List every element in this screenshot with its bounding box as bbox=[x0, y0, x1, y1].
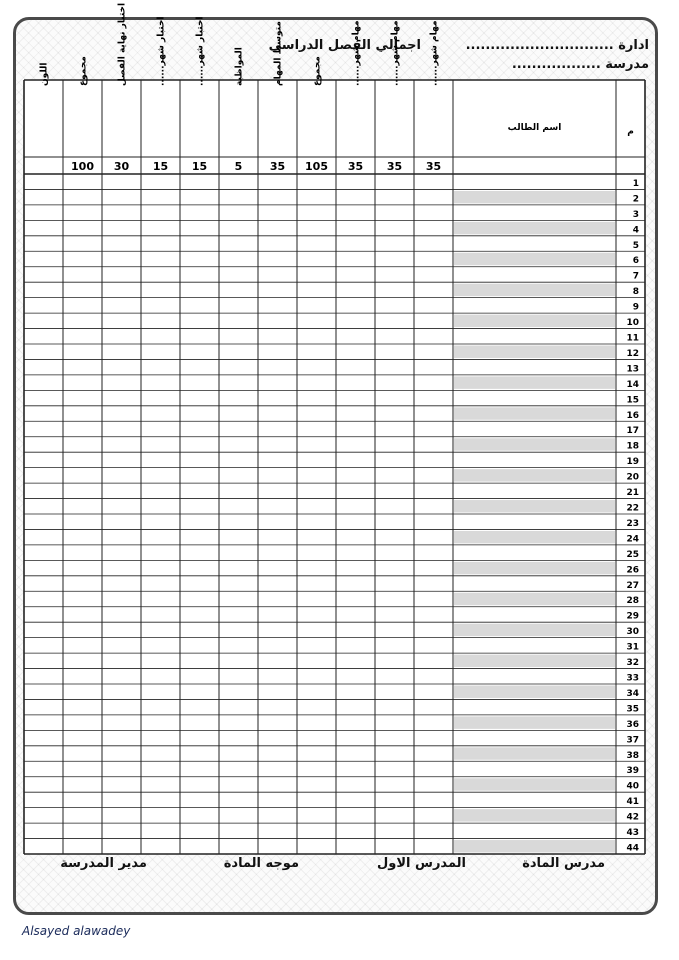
row-number: 17 bbox=[626, 426, 639, 437]
signature-first-teacher: المدرس الاول bbox=[376, 856, 466, 871]
row-number: 4 bbox=[632, 225, 639, 236]
name-cell-shade bbox=[454, 376, 615, 388]
row-number: 28 bbox=[626, 596, 639, 607]
column-max-score: 5 bbox=[234, 160, 243, 173]
column-header-label: اختبار شهر...... bbox=[156, 16, 167, 86]
row-number: 38 bbox=[626, 750, 639, 761]
author-credit: Alsayed alawadey bbox=[22, 924, 131, 938]
row-number: 22 bbox=[626, 503, 639, 514]
row-number: 23 bbox=[626, 518, 639, 529]
column-max-score: 35 bbox=[425, 160, 442, 173]
column-header-label: اللون bbox=[39, 62, 50, 86]
row-number: 20 bbox=[626, 472, 639, 483]
column-header-label: اختبار نهاية الفصل bbox=[117, 2, 128, 86]
admin-line: ادارة .............................. bbox=[465, 38, 649, 53]
row-number: 18 bbox=[626, 441, 639, 452]
row-number: 3 bbox=[632, 209, 639, 220]
signature-principal: مدير المدرسة bbox=[60, 856, 147, 871]
signature-subject-teacher: مدرس المادة bbox=[522, 856, 605, 871]
row-number: 10 bbox=[626, 318, 639, 329]
name-cell-shade bbox=[454, 716, 615, 728]
column-header-label: متوسط المهام bbox=[273, 21, 284, 86]
row-number: 15 bbox=[626, 395, 639, 406]
row-number: 9 bbox=[632, 302, 639, 313]
row-number: 26 bbox=[626, 565, 639, 576]
column-max-score: 30 bbox=[113, 160, 130, 173]
name-cell-shade bbox=[454, 655, 615, 667]
column-max-score: 35 bbox=[386, 160, 403, 173]
row-number-header: م bbox=[627, 127, 634, 137]
name-cell-shade bbox=[454, 686, 615, 698]
row-number: 43 bbox=[626, 828, 639, 839]
row-number: 16 bbox=[626, 410, 639, 421]
row-number: 19 bbox=[626, 457, 639, 468]
school-line: مدرسة .................. bbox=[511, 57, 649, 72]
row-number: 37 bbox=[626, 735, 639, 746]
row-number: 12 bbox=[626, 348, 639, 359]
row-number: 7 bbox=[632, 271, 639, 282]
name-cell-shade bbox=[454, 315, 615, 327]
student-name-header: اسم الطالب bbox=[507, 123, 562, 133]
name-cell-shade bbox=[454, 531, 615, 543]
column-header-label: مهام شهر...... bbox=[351, 20, 362, 86]
row-number: 34 bbox=[626, 688, 639, 699]
row-number: 27 bbox=[626, 580, 639, 591]
name-cell-shade bbox=[454, 191, 615, 203]
column-max-score: 15 bbox=[191, 160, 208, 173]
row-number: 42 bbox=[626, 812, 639, 823]
column-header-label: مجموع bbox=[312, 56, 323, 86]
page-title: اجمالي الفصل الدراسي bbox=[268, 38, 421, 53]
row-number: 32 bbox=[626, 658, 639, 669]
row-number: 13 bbox=[626, 364, 639, 375]
name-cell-shade bbox=[454, 778, 615, 790]
row-number: 33 bbox=[626, 673, 639, 684]
row-number: 40 bbox=[626, 781, 639, 792]
name-cell-shade bbox=[454, 407, 615, 419]
name-cell-shade bbox=[454, 624, 615, 636]
name-cell-shade bbox=[454, 438, 615, 450]
row-number: 21 bbox=[626, 488, 639, 499]
name-cell-shade bbox=[454, 346, 615, 358]
row-number: 8 bbox=[632, 287, 639, 298]
row-number: 44 bbox=[626, 843, 639, 854]
row-number: 30 bbox=[626, 627, 639, 638]
name-cell-shade bbox=[454, 840, 615, 852]
name-cell-shade bbox=[454, 809, 615, 821]
row-number: 41 bbox=[626, 797, 639, 808]
row-number: 5 bbox=[632, 240, 639, 251]
name-cell-shade bbox=[454, 284, 615, 296]
column-header-label: المواظبة bbox=[234, 47, 245, 86]
name-cell-shade bbox=[454, 222, 615, 234]
row-number: 31 bbox=[626, 642, 639, 653]
row-number: 1 bbox=[632, 178, 639, 189]
row-number: 11 bbox=[626, 333, 639, 344]
row-number: 2 bbox=[632, 194, 639, 205]
column-max-score: 15 bbox=[152, 160, 169, 173]
signature-supervisor: موجه المادة bbox=[223, 856, 299, 871]
column-max-score: 35 bbox=[347, 160, 364, 173]
row-number: 35 bbox=[626, 704, 639, 715]
column-max-score: 35 bbox=[269, 160, 286, 173]
name-cell-shade bbox=[454, 253, 615, 265]
column-header-label: مهام شهر...... bbox=[390, 20, 401, 86]
column-max-score: 100 bbox=[71, 160, 94, 173]
row-number: 6 bbox=[632, 256, 639, 267]
column-header-label: مجموع bbox=[78, 56, 89, 86]
name-cell-shade bbox=[454, 500, 615, 512]
row-number: 29 bbox=[626, 611, 639, 622]
row-number: 14 bbox=[626, 379, 639, 390]
name-cell-shade bbox=[454, 469, 615, 481]
row-number: 25 bbox=[626, 549, 639, 560]
name-cell-shade bbox=[454, 593, 615, 605]
column-max-score: 105 bbox=[305, 160, 328, 173]
name-cell-shade bbox=[454, 747, 615, 759]
column-header-label: مهام شهر...... bbox=[429, 20, 440, 86]
row-number: 39 bbox=[626, 766, 639, 777]
row-number: 24 bbox=[626, 534, 639, 545]
row-number: 36 bbox=[626, 719, 639, 730]
column-header-label: اختبار شهر...... bbox=[195, 16, 206, 86]
name-cell-shade bbox=[454, 562, 615, 574]
